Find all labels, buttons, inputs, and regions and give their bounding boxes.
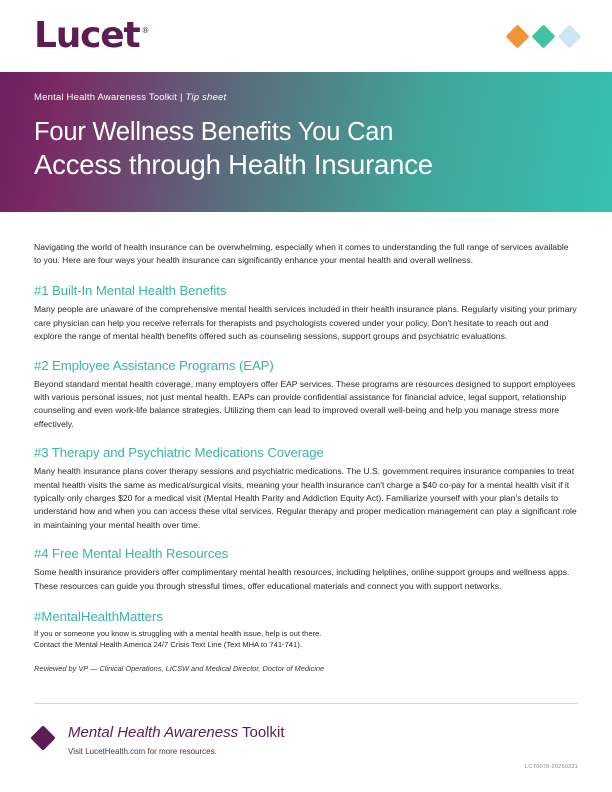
footer-subtitle: Visit LucetHealth.com for more resources. [68, 747, 217, 756]
light-blue-diamond-icon [557, 24, 581, 48]
logo-bar [0, 0, 612, 72]
page-title-line-1: Four Wellness Benefits You Can [34, 118, 394, 146]
breadcrumb-toolkit-label: Mental Health Awareness Toolkit | [34, 92, 186, 103]
lucet-logo [34, 15, 149, 56]
logo-wordmark: Lucet [34, 15, 140, 56]
document-code: LCT0078-20250321 [525, 764, 578, 770]
hero-banner [0, 72, 612, 212]
page-title-line-2: Access through Health Insurance [34, 149, 433, 181]
section-4-heading: #4 Free Mental Health Resources [34, 546, 229, 562]
section-2-text: Beyond standard mental health coverage, many employers offer EAP services. These programs are resources designed to support employees with various personal issues, not just mental health. EAPs can provide confidential assistance for financial advice, legal support, relationship counseling and even work-life balance strategies. Utilizing them can lead to improved overall well-being and help you manage stress more effectively. [34, 378, 576, 429]
breadcrumb-type-label: Tip sheet [185, 92, 227, 103]
section-3 [34, 445, 578, 532]
hashtag-line-1: If you or someone you know is struggling with a mental health issue, help is out there. [34, 629, 322, 639]
orange-diamond-icon [505, 24, 529, 48]
footer-divider [34, 703, 578, 704]
footer-title [68, 724, 285, 742]
logo-trademark: ® [141, 26, 149, 35]
intro-paragraph: Navigating the world of health insurance can be overwhelming, especially when it comes to understanding the full range of services available to you. Here are four ways your health insurance can significantly enhance your mental health and overall wellness. [34, 241, 569, 265]
section-1-heading: #1 Built-In Mental Health Benefits [34, 283, 227, 299]
teal-diamond-icon [531, 24, 555, 48]
diamond-decoration-group [509, 28, 578, 45]
page-title [34, 117, 578, 182]
purple-diamond-icon [30, 725, 55, 750]
section-3-text: Many health insurance plans cover therapy sessions and psychiatric medications. The U.S. government requires insurance companies to treat mental health visits the same as medical/surgical visits, meaning your health insurance can't charge a $40 co-pay for a mental health visit if it typically only charges $20 for a medical visit (Mental Health Parity and Addiction Equity Act). Familiarize yourself with your plan's details to understand how and when you can access these vital services. Regular therapy and proper medication management can play a significant role in maintaining your mental health over time. [34, 466, 577, 530]
section-1 [34, 283, 578, 343]
article-body [0, 212, 612, 673]
hashtag-heading: #MentalHealthMatters [34, 609, 164, 625]
section-2 [34, 358, 578, 432]
footer-title-italic: Mental Health Awareness [68, 724, 239, 741]
hashtag-line-2: Contact the Mental Health America 24/7 Crisis Text Line (Text MHA to 741-741). [34, 640, 302, 650]
section-4-text: Some health insurance providers offer complimentary mental health resources, including helplines, online support groups and wellness apps. These resources can guide you through stressful times, offer educational materials and connect you with support networks. [34, 567, 570, 591]
section-3-heading: #3 Therapy and Psychiatric Medications Coverage [34, 445, 324, 461]
footer [34, 724, 578, 756]
section-4 [34, 546, 578, 593]
footer-text [68, 724, 285, 756]
breadcrumb [34, 92, 578, 103]
section-2-heading: #2 Employee Assistance Programs (EAP) [34, 357, 274, 373]
reviewed-by-note: Reviewed by VP — Clinical Operations, LICSW and Medical Director, Doctor of Medicine [34, 663, 325, 673]
hashtag-block [34, 609, 578, 651]
section-1-text: Many people are unaware of the comprehensive mental health services included in their health insurance plans. Regularly visiting your primary care physician can help you receive referrals for therapists and psychologists covered under your policy. Don't hesitate to reach out and explore the range of mental health benefits offered such as counseling sessions, support groups and psychiatric evaluations. [34, 304, 577, 342]
footer-title-rest: Toolkit [238, 724, 285, 741]
